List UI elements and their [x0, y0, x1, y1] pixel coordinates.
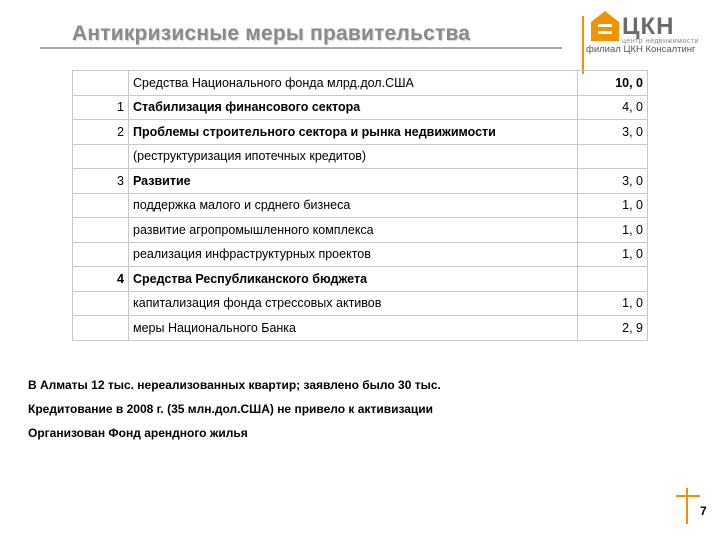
- row-label: Стабилизация финансового сектора: [129, 95, 578, 120]
- row-number: 1: [73, 95, 129, 120]
- row-value: 4, 0: [578, 95, 648, 120]
- table-row: [73, 267, 648, 292]
- table-row: [73, 95, 648, 120]
- logo-tagline: центр недвижимости: [622, 38, 699, 45]
- row-label: развитие агропромышленного комплекса: [129, 218, 578, 243]
- row-number: [73, 71, 129, 96]
- row-number: [73, 144, 129, 169]
- row-label: Развитие: [129, 169, 578, 194]
- row-number: [73, 242, 129, 267]
- row-number: 2: [73, 120, 129, 145]
- row-value: 2, 9: [578, 316, 648, 341]
- page-number-marker: [676, 488, 712, 524]
- row-label: Средства Республиканского бюджета: [129, 267, 578, 292]
- table-row: [73, 218, 648, 243]
- row-label: Средства Национального фонда млрд.дол.США: [129, 71, 578, 96]
- row-number: 3: [73, 169, 129, 194]
- row-number: [73, 193, 129, 218]
- measures-table: [72, 70, 648, 341]
- row-label: реализация инфраструктурных проектов: [129, 242, 578, 267]
- row-label: (реструктуризация ипотечных кредитов): [129, 144, 578, 169]
- table-row: [73, 169, 648, 194]
- row-value: 3, 0: [578, 120, 648, 145]
- row-value: 1, 0: [578, 291, 648, 316]
- row-value: 1, 0: [578, 193, 648, 218]
- table-row: [73, 120, 648, 145]
- company-logo: [582, 10, 712, 60]
- table-row: [73, 193, 648, 218]
- row-number: [73, 291, 129, 316]
- table-row: [73, 144, 648, 169]
- note-line: Кредитование в 2008 г. (35 млн.дол.США) не привело к активизации: [28, 402, 434, 416]
- note-line: В Алматы 12 тыс. нереализованных квартир; заявлено было 30 тыс.: [28, 378, 441, 392]
- row-value: 3, 0: [578, 169, 648, 194]
- row-value: [578, 267, 648, 292]
- page-number: 7: [700, 504, 707, 518]
- row-number: 4: [73, 267, 129, 292]
- row-label: капитализация фонда стрессовых активов: [129, 291, 578, 316]
- page-marker-vertical: [686, 488, 688, 524]
- row-value: 1, 0: [578, 242, 648, 267]
- table-row: [73, 291, 648, 316]
- page-marker-horizontal: [676, 495, 700, 497]
- row-value: 1, 0: [578, 218, 648, 243]
- row-label: Проблемы строительного сектора и рынка недвижимости: [129, 120, 578, 145]
- note-line: Организован Фонд арендного жилья: [28, 426, 248, 440]
- table-row: [73, 242, 648, 267]
- house-icon: [590, 10, 620, 42]
- row-label: меры Национального Банка: [129, 316, 578, 341]
- title-underline: [40, 47, 562, 49]
- logo-subtitle: филиал ЦКН Консалтинг: [586, 44, 696, 55]
- row-label: поддержка малого и срднего бизнеса: [129, 193, 578, 218]
- logo-accent-bar: [582, 16, 584, 74]
- row-value: [578, 144, 648, 169]
- notes-block: [28, 376, 441, 448]
- table-row: [73, 316, 648, 341]
- row-number: [73, 316, 129, 341]
- page-title: Антикризисные меры правительства: [72, 22, 471, 45]
- logo-brand: ЦКН: [622, 13, 675, 40]
- table-row: [73, 71, 648, 96]
- row-value: 10, 0: [578, 71, 648, 96]
- row-number: [73, 218, 129, 243]
